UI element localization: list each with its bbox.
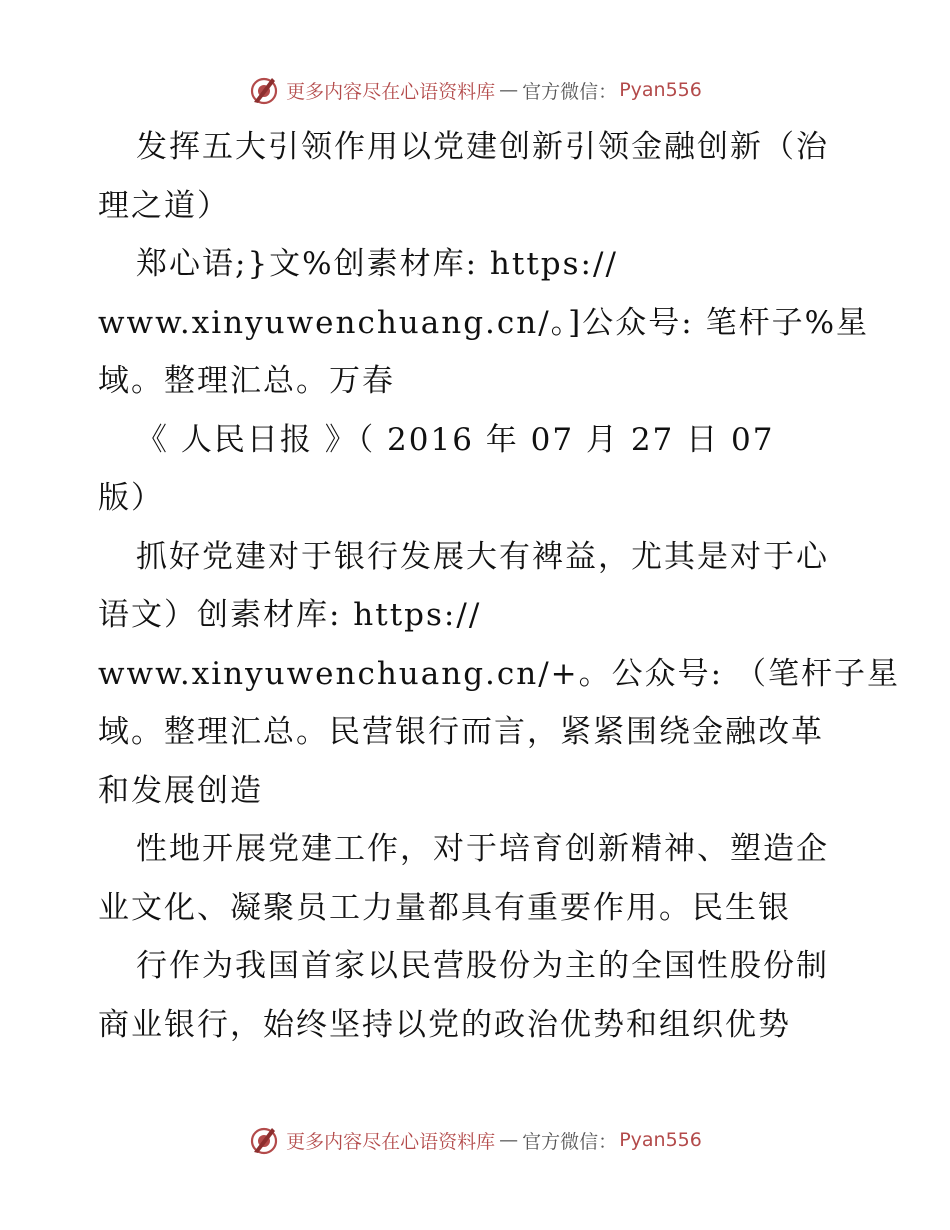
wechat-label: 官方微信：: [522, 80, 618, 103]
banner-dash: —: [499, 79, 519, 101]
paragraph-line: www.xinyuwenchuang.cn/+。公众号: （笔杆子星: [98, 655, 900, 692]
footer-banner: [0, 1120, 950, 1160]
wechat-label: 官方微信：: [522, 1130, 618, 1153]
paragraph-line: 行作为我国首家以民营股份为主的全国性股份制: [136, 948, 829, 984]
paragraph-line: 业文化、凝聚员工力量都具有重要作用。民生银: [98, 889, 791, 926]
banner-text: 更多内容尽在心语资料库: [286, 1130, 496, 1153]
paragraph-line: 抓好党建对于银行发展大有裨益，尤其是对于心: [136, 538, 829, 575]
paragraph-line: 语文）创素材库: https://: [98, 597, 482, 633]
header-banner: [0, 70, 950, 110]
title-line-2: 理之道）: [98, 187, 230, 224]
source-line-2: www.xinyuwenchuang.cn/。]公众号: 笔杆子%星: [98, 304, 870, 341]
quill-pen-logo-icon: [248, 74, 280, 106]
paragraph-line: 商业银行，始终坚持以党的政治优势和组织优势: [98, 1006, 791, 1043]
source-line-3: 域。整理汇总。万春: [98, 363, 395, 399]
wechat-id: Pyan556: [619, 1129, 702, 1151]
paragraph-line: 域。整理汇总。民营银行而言，紧紧围绕金融改革: [98, 714, 824, 750]
banner-text: 更多内容尽在心语资料库: [286, 80, 496, 103]
document-body: [98, 118, 900, 1054]
banner-dash: —: [499, 1129, 519, 1151]
quill-pen-logo-icon: [248, 1124, 280, 1156]
title-line-1: 发挥五大引领作用以党建创新引领金融创新（治: [136, 129, 829, 165]
publication-line-1: 《 人民日报 》（ 2016 年 07 月 27 日 07: [136, 421, 775, 458]
wechat-id: Pyan556: [619, 79, 702, 101]
paragraph-line: 性地开展党建工作，对于培育创新精神、塑造企: [136, 831, 829, 867]
publication-line-2: 版）: [98, 480, 164, 516]
paragraph-line: 和发展创造: [98, 772, 263, 809]
source-line-1: 郑心语;}文%创素材库: https://: [136, 246, 618, 282]
